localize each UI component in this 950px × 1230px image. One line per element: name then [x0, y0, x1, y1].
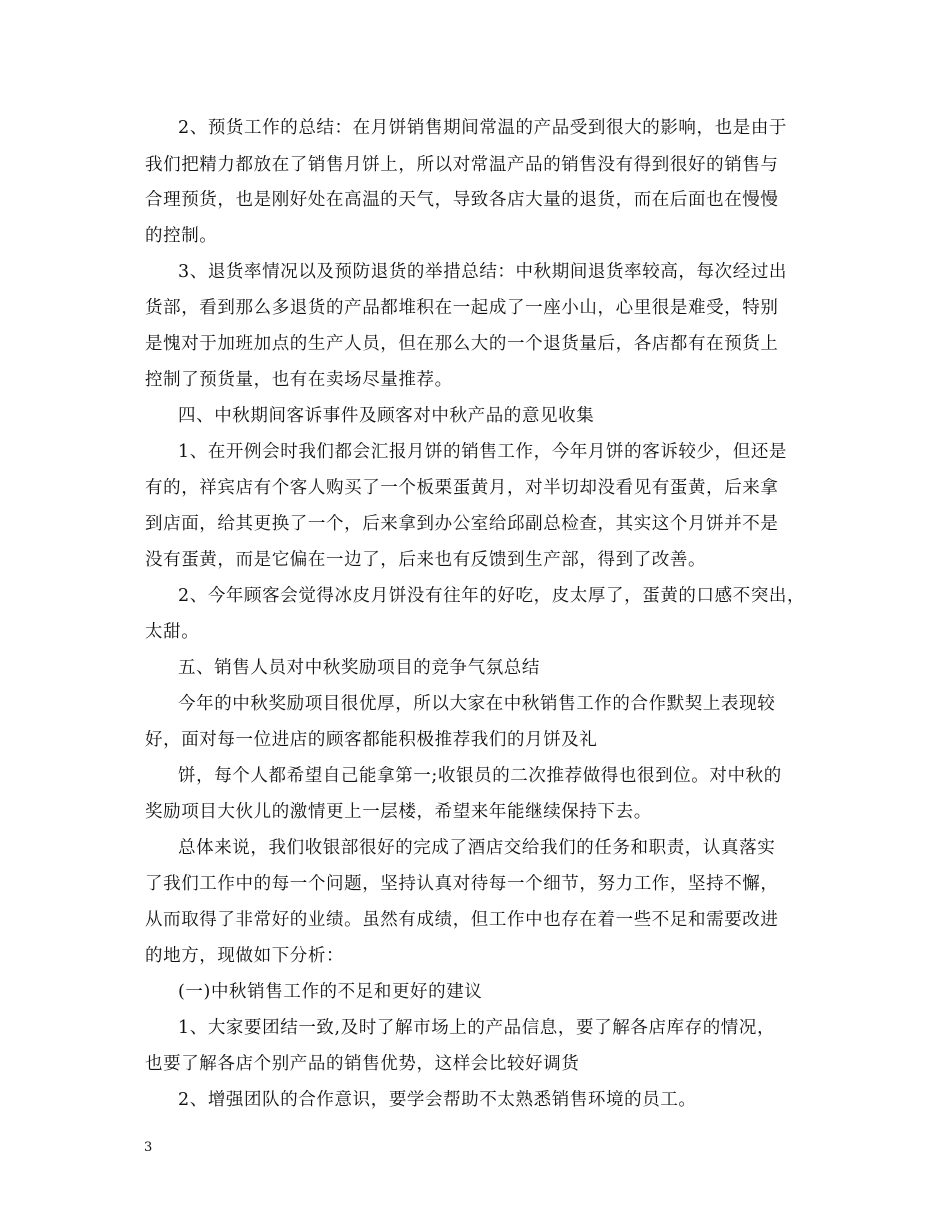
- text-line: 2、今年顾客会觉得冰皮月饼没有往年的好吃，皮太厚了，蛋黄的口感不突出，: [178, 586, 806, 606]
- text-line: 我们把精力都放在了销售月饼上，所以对常温产品的销售没有得到很好的销售与: [145, 155, 779, 175]
- text-line: 饼，每个人都希望自己能拿第一;收银员的二次推荐做得也很到位。对中秋的: [178, 766, 782, 786]
- text-line: 的地方，现做如下分析：: [145, 946, 345, 966]
- text-line: 也要了解各店个别产品的销售优势，这样会比较好调货: [145, 1054, 580, 1074]
- text-line: 1、大家要团结一致,及时了解市场上的产品信息，要了解各店库存的情况，: [178, 1018, 776, 1038]
- text-line: 奖励项目大伙儿的激情更上一层楼，希望来年能继续保持下去。: [145, 802, 652, 822]
- text-line: 2、增强团队的合作意识，要学会帮助不太熟悉销售环境的员工。: [178, 1090, 697, 1110]
- text-line: 四、中秋期间客诉事件及顾客对中秋产品的意见收集: [178, 406, 595, 426]
- text-line: 是愧对于加班加点的生产人员，但在那么大的一个退货量后，各店都有在预货上: [145, 334, 779, 354]
- text-line: 的控制。: [145, 226, 218, 246]
- text-line: 1、在开例会时我们都会汇报月饼的销售工作，今年月饼的客诉较少，但还是: [178, 442, 788, 462]
- text-line: 控制了预货量，也有在卖场尽量推荐。: [145, 370, 453, 390]
- text-line: 合理预货，也是刚好处在高温的天气，导致各店大量的退货，而在后面也在慢慢: [145, 190, 779, 210]
- text-line: 从而取得了非常好的业绩。虽然有成绩，但工作中也存在着一些不足和需要改进: [145, 910, 779, 930]
- text-line: 2、预货工作的总结：在月饼销售期间常温的产品受到很大的影响，也是由于: [178, 118, 788, 138]
- text-line: 货部，看到那么多退货的产品都堆积在一起成了一座小山，心里很是难受，特别: [145, 298, 779, 318]
- text-line: 今年的中秋奖励项目很优厚，所以大家在中秋销售工作的合作默契上表现较: [178, 694, 776, 714]
- text-line: 太甜。: [145, 622, 200, 642]
- text-line: 了我们工作中的每一个问题，坚持认真对待每一个细节，努力工作，坚持不懈，: [145, 874, 779, 894]
- text-line: 五、销售人员对中秋奖励项目的竞争气氛总结: [178, 658, 540, 678]
- page-number: 3: [144, 1140, 153, 1155]
- text-line: 没有蛋黄，而是它偏在一边了，后来也有反馈到生产部，得到了改善。: [145, 550, 707, 570]
- text-line: 好，面对每一位进店的顾客都能积极推荐我们的月饼及礼: [145, 730, 598, 750]
- text-line: 总体来说，我们收银部很好的完成了酒店交给我们的任务和职责，认真落实: [178, 838, 776, 858]
- text-line: 3、退货率情况以及预防退货的举措总结：中秋期间退货率较高，每次经过出: [178, 262, 788, 282]
- text-line: 有的，祥宾店有个客人购买了一个板栗蛋黄月，对半切却没看见有蛋黄，后来拿: [145, 478, 779, 498]
- text-line: (一)中秋销售工作的不足和更好的建议: [178, 982, 483, 1002]
- text-line: 到店面，给其更换了一个，后来拿到办公室给邱副总检查，其实这个月饼并不是: [145, 514, 779, 534]
